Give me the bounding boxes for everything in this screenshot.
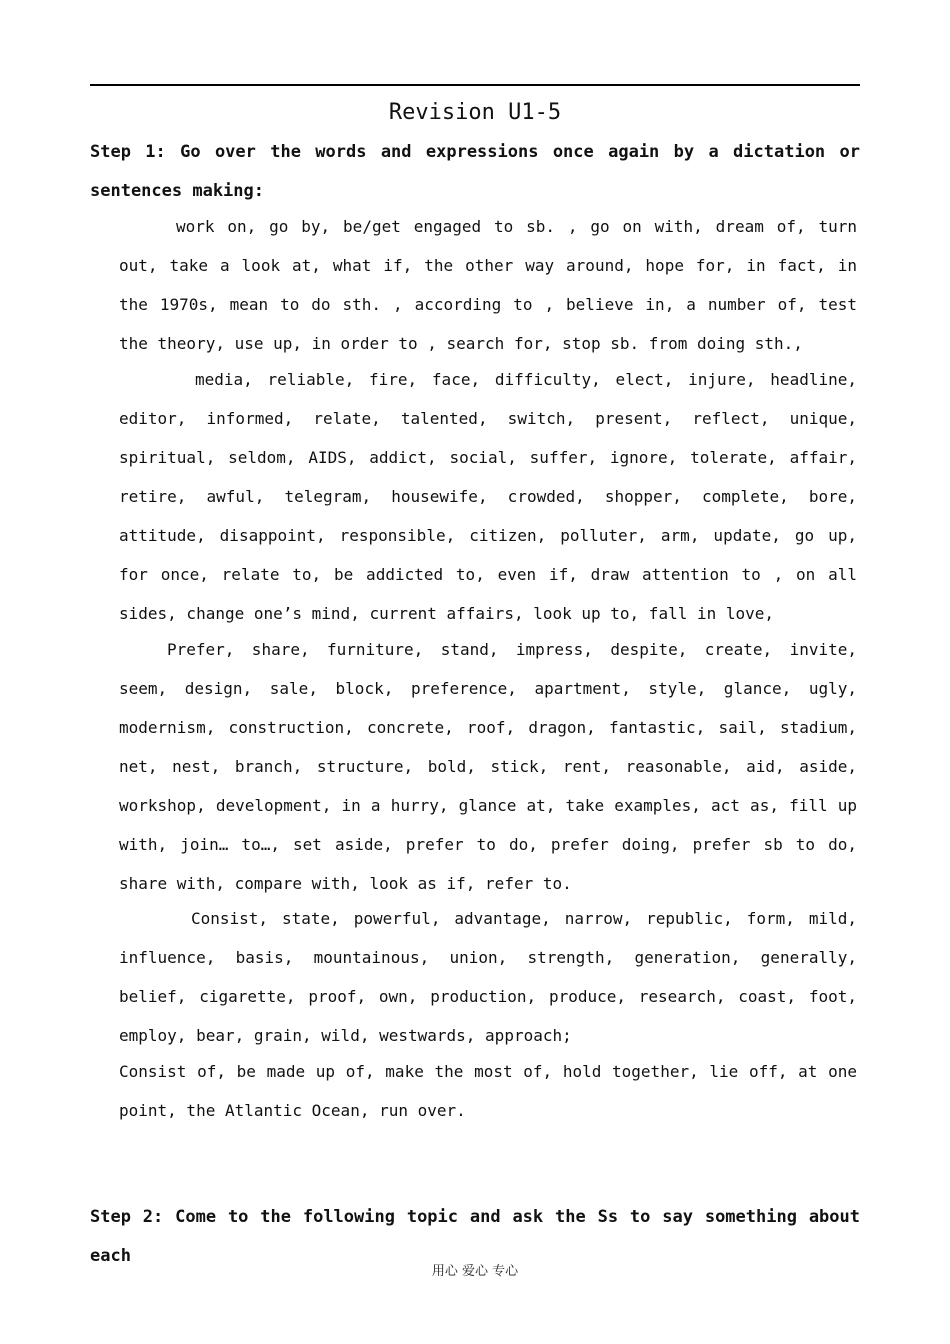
vocab-paragraph-unit5-phrases: Consist of, be made up of, make the most of, hold together, lie off, at one point, the Atlantic Ocean, run over. xyxy=(119,1062,857,1120)
step1-heading: Step 1: Go over the words and expressions once again by a dictation or sentences making: xyxy=(90,142,860,201)
step2-heading: Step 2: Come to the following topic and ask the Ss to say something about each xyxy=(90,1207,860,1266)
document-title: Revision U1-5 xyxy=(388,100,562,125)
page-footer: 用心 爱心 专心 xyxy=(431,1264,519,1279)
header-rule xyxy=(90,84,860,86)
vocab-paragraph-unit2-3: media, reliable, fire, face, difficulty, elect, injure, headline, editor, informed, relate, talented, switch, present, reflect, unique, spiritual, seldom, AIDS, addict, social, suffer, ignore, tolerate, affair, retire, awful, telegram, housewife, crowded, shopper, complete, bore, attitude, disappoint, responsible, citizen, polluter, arm, update, go up, for once, relate to, be addicted to, even if, draw attention to , on all sides, change one’s mind, current affairs, look up to, fall in love, xyxy=(119,370,857,623)
vocab-paragraph-unit1: work on, go by, be/get engaged to sb. , go on with, dream of, turn out, take a look at, what if, the other way around, hope for, in fact, in the 1970s, mean to do sth. , according to , believe in, a number of, test the theory, use up, in order to , search for, stop sb. from doing sth., xyxy=(119,217,857,353)
vocab-paragraph-unit5-words: Consist, state, powerful, advantage, narrow, republic, form, mild, influence, basis, mountainous, union, strength, generation, generally, belief, cigarette, proof, own, production, produce, research, coast, foot, employ, bear, grain, wild, westwards, approach; xyxy=(119,909,857,1045)
vocab-paragraph-unit4: Prefer, share, furniture, stand, impress, despite, create, invite, seem, design, sale, block, preference, apartment, style, glance, ugly, modernism, construction, concrete, roof, dragon, fantastic, sail, stadium, net, nest, branch, structure, bold, stick, rent, reasonable, aid, aside, workshop, development, in a hurry, glance at, take examples, act as, fill up with, join… to…, set aside, prefer to do, prefer doing, prefer sb to do, share with, compare with, look as if, refer to. xyxy=(119,640,857,893)
